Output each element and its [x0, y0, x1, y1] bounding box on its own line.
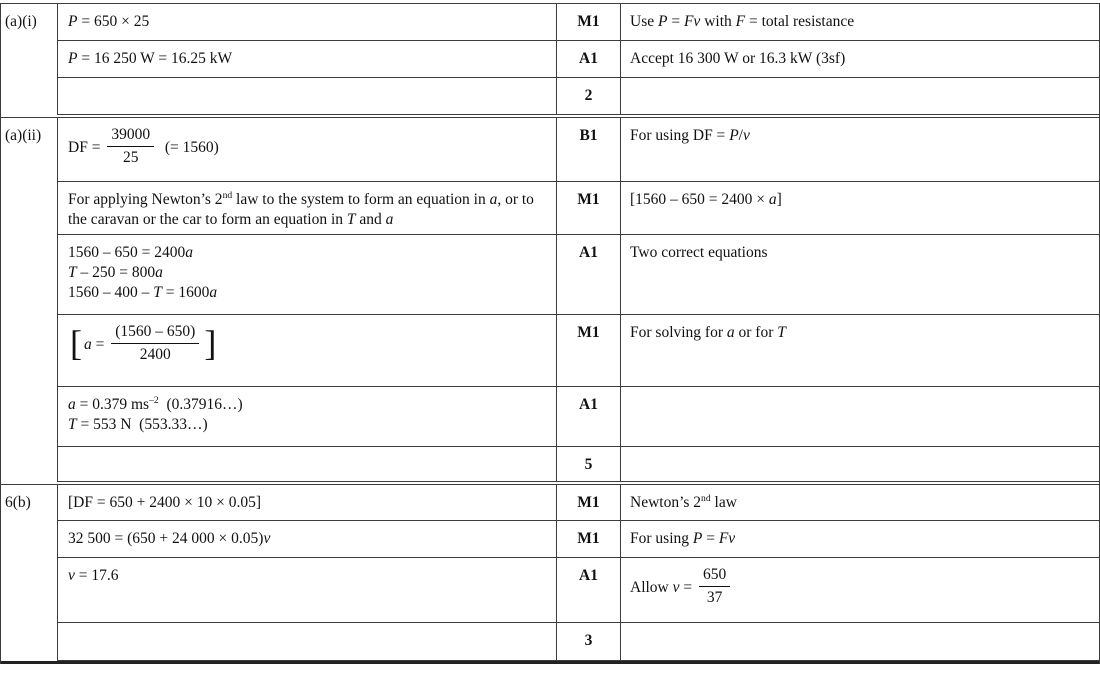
- text-segment: –2: [149, 394, 159, 406]
- text-segment: a: [68, 396, 76, 413]
- mark-cell: M1: [556, 315, 621, 386]
- table-row: [58, 623, 1099, 661]
- text-segment: T: [346, 210, 356, 228]
- working-cell: [58, 623, 556, 660]
- text-segment: Fv: [683, 13, 701, 30]
- text-segment: F: [735, 13, 746, 30]
- guidance-cell: [621, 447, 1099, 481]
- text-segment: a: [155, 263, 163, 281]
- text-segment: a: [185, 244, 193, 261]
- guidance-cell: [621, 558, 1099, 622]
- text-segment: = 0.379 ms: [75, 396, 150, 413]
- fraction: [107, 125, 154, 168]
- text-segment: Accept 16 300 W or 16.3 kW (3sf): [630, 50, 846, 67]
- text-segment: a: [385, 210, 394, 228]
- mark-cell: M1: [556, 182, 621, 234]
- text-segment: , or to the caravan or the car to form an equation in: [68, 191, 534, 228]
- working-cell: [58, 41, 556, 77]
- section-rows: [58, 485, 1099, 661]
- working-cell: [58, 4, 556, 40]
- text-segment: [: [70, 323, 82, 364]
- mark-cell: 3: [556, 623, 621, 660]
- text-segment: For applying Newton’s 2: [68, 191, 223, 208]
- table-row: [58, 4, 1099, 41]
- text-segment: = 650 × 25: [77, 13, 150, 30]
- working-cell: [58, 521, 556, 557]
- guidance-cell: [621, 78, 1099, 114]
- text-segment: Allow: [630, 578, 673, 596]
- mark-cell: B1: [556, 118, 621, 181]
- mark-cell: A1: [556, 558, 621, 622]
- text-segment: P: [68, 50, 78, 67]
- question-section: [1, 118, 1099, 482]
- text-segment: P: [692, 530, 703, 547]
- table-row: [58, 485, 1099, 521]
- guidance-cell: [621, 315, 1099, 386]
- table-row: [58, 118, 1099, 182]
- table-row: [58, 521, 1099, 558]
- mark-cell: A1: [556, 41, 621, 77]
- text-segment: 1560 – 400 –: [68, 283, 154, 301]
- text-segment: = 16 250 W = 16.25 kW: [77, 50, 233, 67]
- text-segment: nd: [701, 492, 711, 504]
- working-cell: [58, 118, 556, 181]
- text-segment: =: [679, 578, 697, 596]
- text-segment: (= 1560): [157, 138, 219, 156]
- mark-scheme-table: [0, 3, 1100, 664]
- working-cell: [58, 447, 556, 481]
- fraction-denominator: 25: [122, 148, 139, 166]
- working-cell: [58, 78, 556, 114]
- text-segment: v: [68, 567, 75, 584]
- table-row: [58, 182, 1099, 235]
- mark-cell: M1: [556, 485, 621, 520]
- mark-cell: M1: [556, 4, 621, 40]
- fraction-numerator: 39000: [107, 125, 154, 147]
- text-segment: = 553 N (553.33…): [76, 415, 208, 433]
- text-segment: T: [777, 324, 786, 341]
- guidance-cell: [621, 118, 1099, 181]
- mark-cell: M1: [556, 521, 621, 557]
- question-label: (a)(ii): [1, 118, 58, 482]
- table-row: [58, 447, 1099, 482]
- text-segment: a: [84, 335, 92, 353]
- text-segment: = 17.6: [74, 567, 119, 584]
- fraction: [699, 565, 730, 608]
- text-segment: [1560 – 650 = 2400 ×: [630, 191, 769, 208]
- text-segment: For using: [630, 530, 693, 547]
- text-segment: Newton’s 2: [630, 494, 702, 511]
- table-row: [58, 315, 1099, 387]
- text-segment: with: [700, 13, 736, 30]
- table-row: [58, 558, 1099, 623]
- text-segment: law: [710, 494, 737, 511]
- table-bottom-border: [1, 661, 1099, 664]
- text-segment: P: [657, 13, 668, 30]
- text-segment: Use: [630, 13, 658, 30]
- text-segment: a: [209, 283, 218, 301]
- mark-cell: 2: [556, 78, 621, 114]
- question-label: 6(b): [1, 485, 58, 661]
- section-rows: [58, 118, 1099, 482]
- text-segment: nd: [222, 189, 233, 201]
- text-segment: or for: [734, 324, 778, 341]
- mark-cell: A1: [556, 235, 621, 314]
- text-segment: and: [355, 210, 386, 228]
- text-segment: For solving for: [630, 324, 727, 341]
- text-segment: Fv: [718, 530, 736, 547]
- text-segment: T: [153, 283, 162, 301]
- fraction-numerator: (1560 – 650): [111, 322, 199, 344]
- text-segment: /: [738, 127, 743, 144]
- guidance-cell: [621, 41, 1099, 77]
- text-segment: = 1600: [161, 283, 210, 301]
- working-cell: [58, 315, 556, 386]
- text-segment: v: [263, 530, 271, 547]
- text-segment: = total resistance: [745, 13, 855, 30]
- text-segment: a: [768, 191, 777, 208]
- text-segment: ]: [204, 323, 217, 364]
- text-segment: a: [489, 191, 498, 208]
- working-cell: [58, 558, 556, 622]
- question-label: (a)(i): [1, 4, 58, 115]
- table-row: [58, 235, 1099, 315]
- text-segment: v: [672, 578, 680, 596]
- text-segment: T: [68, 415, 77, 433]
- text-segment: =: [667, 13, 684, 30]
- mark-cell: 5: [556, 447, 621, 481]
- guidance-cell: [621, 521, 1099, 557]
- text-segment: ]: [776, 191, 782, 208]
- text-segment: P: [68, 13, 78, 30]
- working-cell: [58, 235, 556, 314]
- mark-cell: A1: [556, 387, 621, 446]
- guidance-cell: [621, 623, 1099, 660]
- question-section: [1, 4, 1099, 115]
- guidance-cell: [621, 387, 1099, 446]
- text-segment: a: [726, 324, 735, 341]
- text-segment: 32 500 = (650 + 24 000 × 0.05): [68, 530, 264, 547]
- working-cell: [58, 387, 556, 446]
- fraction-numerator: 650: [699, 565, 730, 587]
- guidance-cell: [621, 182, 1099, 234]
- text-segment: =: [702, 530, 719, 547]
- text-segment: (0.37916…): [158, 396, 243, 413]
- working-cell: [58, 182, 556, 234]
- text-segment: DF =: [68, 138, 105, 156]
- guidance-cell: [621, 235, 1099, 314]
- text-segment: P: [729, 127, 739, 144]
- guidance-cell: [621, 4, 1099, 40]
- text-segment: – 250 = 800: [76, 263, 156, 281]
- guidance-cell: [621, 485, 1099, 520]
- text-segment: 1560 – 650 = 2400: [68, 244, 186, 261]
- text-segment: Two correct equations: [630, 244, 768, 261]
- table-row: [58, 41, 1099, 78]
- table-row: [58, 387, 1099, 447]
- text-segment: For using DF =: [630, 127, 730, 144]
- table-row: [58, 78, 1099, 115]
- question-section: [1, 485, 1099, 661]
- text-segment: v: [742, 127, 750, 144]
- fraction-denominator: 2400: [139, 345, 171, 363]
- fraction-denominator: 37: [706, 588, 723, 606]
- working-cell: [58, 485, 556, 520]
- section-rows: [58, 4, 1099, 115]
- text-segment: law to the system to form an equation in: [232, 191, 490, 208]
- text-segment: [DF = 650 + 2400 × 10 × 0.05]: [68, 494, 261, 511]
- fraction: [111, 322, 199, 365]
- text-segment: T: [68, 263, 77, 281]
- text-segment: =: [91, 335, 109, 353]
